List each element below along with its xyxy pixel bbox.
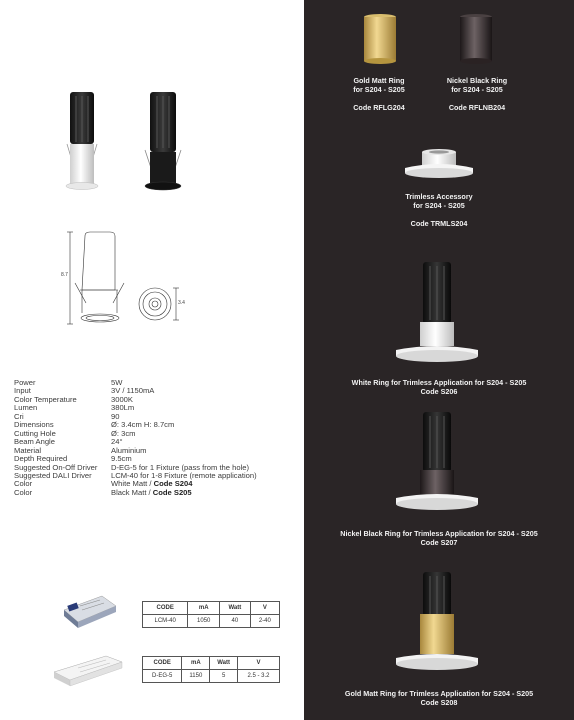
caption-line: Gold Matt Ring for Trimless Application for S204 - S205 (344, 689, 534, 698)
spec-label: Power (14, 378, 36, 387)
table-header: Watt (220, 602, 251, 615)
technical-drawing (60, 228, 200, 328)
caption-line: Nickel Black Ring for Trimless Application for S204 - S205 (340, 529, 538, 538)
spec-value-text: LCM-40 for 1-8 Fixture (remote application) (111, 470, 257, 480)
table-header: V (250, 602, 279, 615)
spec-code: Code S205 (152, 487, 192, 497)
gold-ring-photo (362, 12, 398, 68)
table-header: CODE (143, 602, 188, 615)
caption-line: Trimless Accessory (405, 192, 473, 201)
table-cell: D-EG-5 (143, 670, 182, 683)
table-header-row (143, 602, 280, 615)
spec-label: Cri (14, 411, 24, 421)
table-header: V (237, 657, 279, 670)
trimless-accessory-photo (402, 148, 476, 180)
table-cell: 40 (220, 615, 251, 628)
caption-code: Code TRMLS204 (410, 219, 468, 228)
gold-trimless-caption (304, 689, 574, 707)
caption-line: Gold Matt Ring (353, 76, 405, 85)
spec-row (14, 396, 302, 404)
table-cell: 2.5 - 3.2 (237, 670, 279, 683)
spec-label: Material (14, 445, 42, 455)
spec-value-text: 3000K (111, 394, 133, 404)
white-trimless-photo (392, 258, 482, 368)
spec-label: Color (14, 487, 33, 497)
spec-value (111, 489, 192, 497)
spec-value-text: Ø: 3.4cm H: 8.7cm (111, 420, 175, 430)
spec-row (14, 379, 302, 387)
spec-code: Code S204 (153, 479, 193, 489)
table-header: Watt (210, 657, 238, 670)
lcm40-driver-photo (60, 592, 120, 634)
spec-value-text: 380Lm (111, 403, 135, 413)
nickel-trimless-caption (304, 529, 574, 547)
spec-label: Color Temperature (14, 394, 77, 404)
spec-value-text: Ø: 3cm (111, 428, 136, 438)
spec-value-text: 9.5cm (111, 454, 132, 464)
table-header: mA (182, 657, 210, 670)
spec-row (14, 421, 302, 429)
table-header: mA (188, 602, 220, 615)
spec-label: Depth Required (14, 454, 68, 464)
height-dimension-label: 8.7 (61, 272, 68, 278)
spec-label: Lumen (14, 403, 38, 413)
caption-line: Nickel Black Ring (446, 76, 508, 85)
trimless-caption (354, 192, 524, 228)
spec-value-text: 90 (111, 411, 120, 421)
spec-row (14, 430, 302, 438)
spec-value-text: White Matt / (111, 479, 154, 489)
spec-label: Suggested DALI Driver (14, 470, 92, 480)
spec-row (14, 489, 302, 497)
product-photos (55, 86, 195, 196)
accessories-panel (304, 0, 574, 720)
gold-trimless-photo (392, 568, 482, 680)
lcm40-table (142, 601, 280, 628)
spec-label: Cutting Hole (14, 428, 56, 438)
table-cell: LCM-40 (143, 615, 188, 628)
table-header: CODE (143, 657, 182, 670)
nickel-ring-photo (458, 12, 494, 68)
deg5-table (142, 656, 280, 683)
table-cell: 1150 (182, 670, 210, 683)
caption-code: Code S207 (420, 538, 458, 547)
spec-value-text: Aluminium (111, 445, 147, 455)
caption-line: for S204 - S205 (451, 85, 503, 94)
spec-label: Input (14, 386, 31, 396)
black-fixture-photo (145, 92, 181, 190)
caption-code: Code RFLG204 (353, 103, 405, 112)
spec-value-text: 3V / 1150mA (111, 386, 155, 396)
caption-code: Code RFLNB204 (448, 103, 506, 112)
table-cell: 2-40 (250, 615, 279, 628)
table-row (143, 615, 280, 628)
caption-line: White Ring for Trimless Application for S204 - S205 (351, 378, 527, 387)
spec-label: Color (14, 479, 33, 489)
diameter-dimension-label: 3.4 (178, 300, 185, 306)
spec-value-text: D-EG-5 for 1 Fixture (pass from the hole) (111, 462, 249, 472)
spec-list (14, 379, 302, 497)
spec-row (14, 404, 302, 412)
nickel-ring-caption (412, 76, 542, 112)
table-header-row (143, 657, 280, 670)
spec-value-text: 5W (111, 378, 123, 387)
spec-value-text: Black Matt / (111, 487, 153, 497)
deg5-driver-photo (50, 650, 128, 690)
spec-label: Dimensions (14, 420, 54, 430)
spec-label: Beam Angle (14, 437, 55, 447)
spec-value-text: 24° (111, 437, 123, 447)
white-trimless-caption (314, 378, 564, 396)
nickel-trimless-photo (392, 408, 482, 518)
spec-label: Suggested On-Off Driver (14, 462, 98, 472)
table-row (143, 670, 280, 683)
caption-line: for S204 - S205 (353, 85, 405, 94)
caption-code: Code S208 (420, 698, 458, 707)
table-cell: 5 (210, 670, 238, 683)
spec-row (14, 438, 302, 446)
table-cell: 1050 (188, 615, 220, 628)
caption-line: for S204 - S205 (413, 201, 465, 210)
white-fixture-photo (66, 92, 98, 190)
caption-code: Code S206 (420, 387, 458, 396)
